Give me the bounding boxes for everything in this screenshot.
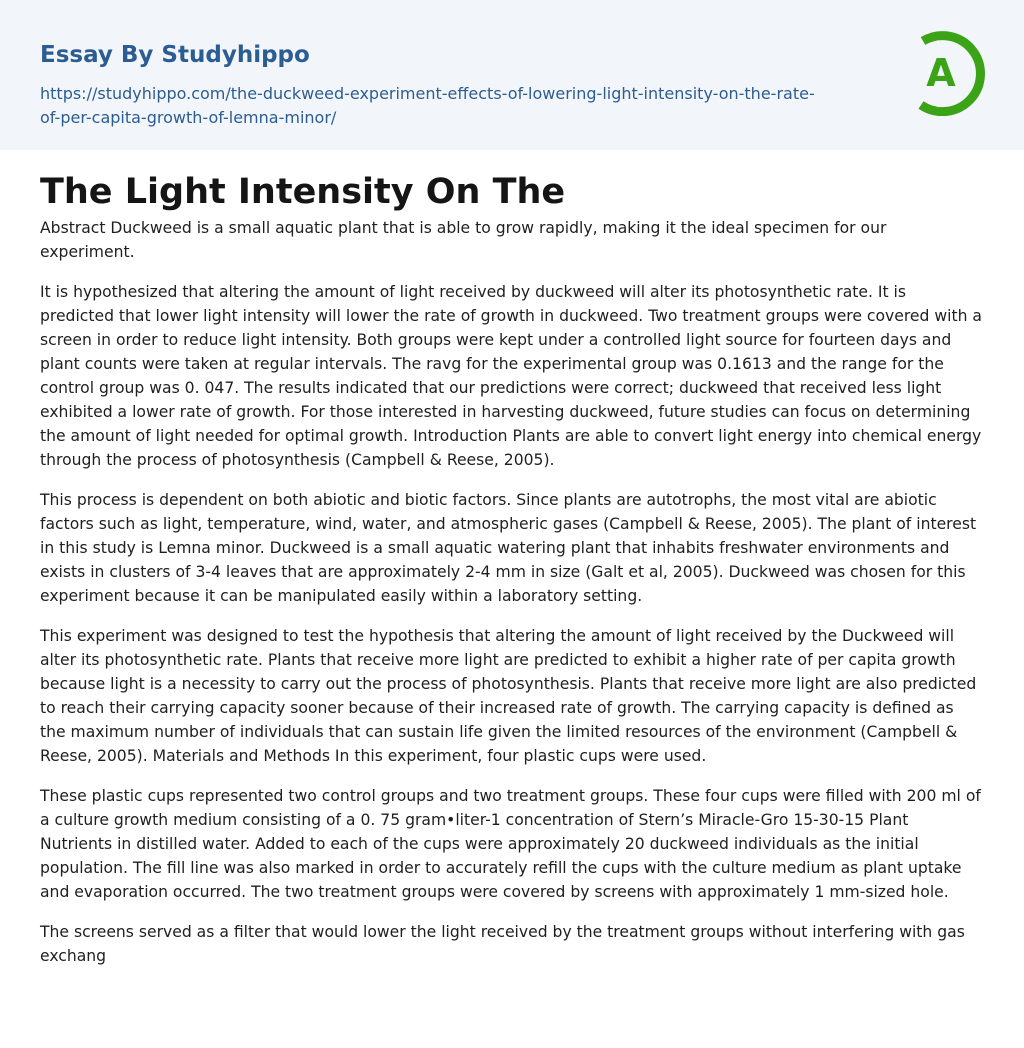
essay-paragraph: Abstract Duckweed is a small aquatic plant that is able to grow rapidly, making it the ideal specimen for our experiment. [40, 219, 887, 261]
essay-content [0, 150, 1024, 968]
essay-url-link[interactable]: https://studyhippo.com/the-duckweed-experiment-effects-of-lowering-light-intensity-on-the-rate-of-per-capita-growth-of-lemna-minor/ [40, 84, 815, 127]
essay-title: The Light Intensity On The [40, 172, 566, 212]
studyhippo-logo-icon[interactable] [896, 30, 986, 116]
site-header [0, 0, 1024, 150]
essay-paragraph: This process is dependent on both abiotic and biotic factors. Since plants are autotrophs, the most vital are abiotic factors such as light, temperature, wind, water, and atmospheric gases (Campbell & Reese, 2005). The plant of interest in this study is Lemna minor. Duckweed is a small aquatic watering plant that inhabits freshwater environments and exists in clusters of 3-4 leaves that are approximately 2-4 mm in size (Galt et al, 2005). Duckweed was chosen for this experiment because it can be manipulated easily within a laboratory setting. [40, 491, 977, 605]
essay-paragraph: It is hypothesized that altering the amount of light received by duckweed will alter its photosynthetic rate. It is predicted that lower light intensity will lower the rate of growth in duckweed. Two treatment groups were covered with a screen in order to reduce light intensity. Both groups were kept under a controlled light source for fourteen days and plant counts were taken at regular intervals. The ravg for the experimental group was 0.1613 and the range for the control group was 0. 047. The results indicated that our predictions were correct; duckweed that received less light exhibited a lower rate of growth. For those interested in harvesting duckweed, future studies can focus on determining the amount of light needed for optimal growth. Introduction Plants are able to convert light energy into chemical energy through the process of photosynthesis (Campbell & Reese, 2005). [40, 283, 982, 469]
essay-paragraph: These plastic cups represented two control groups and two treatment groups. These four cups were filled with 200 ml of a culture growth medium consisting of a 0. 75 gram•liter-1 concentration of Stern’s Miracle-Gro 15-30-15 Plant Nutrients in distilled water. Added to each of the cups were approximately 20 duckweed individuals as the initial population. The fill line was also marked in order to accurately refill the cups with the culture medium as plant uptake and evaporation occurred. The two treatment groups were covered by screens with approximately 1 mm-sized hole. [40, 787, 981, 901]
essay-paragraph: This experiment was designed to test the hypothesis that altering the amount of light received by the Duckweed will alter its photosynthetic rate. Plants that receive more light are predicted to exhibit a higher rate of per capita growth because light is a necessity to carry out the process of photosynthesis. Plants that receive more light are also predicted to reach their carrying capacity sooner because of their increased rate of growth. The carrying capacity is defined as the maximum number of individuals that can sustain life given the limited resources of the environment (Campbell & Reese, 2005). Materials and Methods In this experiment, four plastic cups were used. [40, 627, 977, 765]
brand-title[interactable]: Essay By Studyhippo [40, 42, 310, 68]
essay-paragraph: The screens served as a filter that would lower the light received by the treatment groups without interfering with gas exchang [40, 923, 965, 965]
logo-letter: A [926, 51, 956, 95]
